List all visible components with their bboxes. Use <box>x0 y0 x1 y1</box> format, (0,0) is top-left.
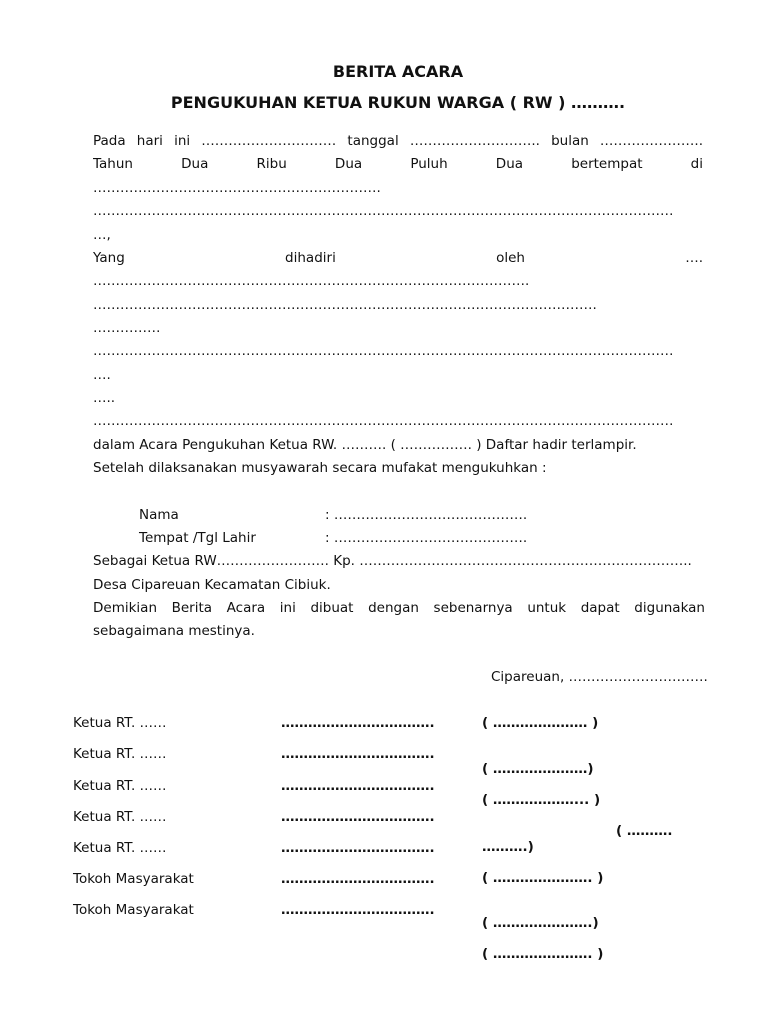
body-line-6: Yang dihadiri oleh …. <box>93 250 703 266</box>
signer-role-2: Ketua RT. …… <box>73 746 167 762</box>
body-line-7: ……………………………………………………………………………………. <box>93 273 530 289</box>
body-line-15: Setelah dilaksanakan musyawarah secara mufakat mengukuhkan : <box>93 460 547 476</box>
signer-name-7: ( …………………. ) <box>482 946 604 962</box>
signer-role-7: Tokoh Masyarakat <box>73 902 194 918</box>
signer-name-5: ( …………………. ) <box>482 870 604 886</box>
signer-role-3: Ketua RT. …… <box>73 778 167 794</box>
after-line-3: Demikian Berita Acara ini dibuat dengan sebenarnya untuk dapat digunakan <box>93 600 705 616</box>
signer-sign-6: ……………………………. <box>281 871 435 887</box>
signer-name-2: ( …………………) <box>482 761 594 777</box>
body-line-2: Tahun Dua Ribu Dua Puluh Dua bertempat di <box>93 156 703 172</box>
signer-sign-2: ……………………………. <box>281 746 435 762</box>
after-line-1: Sebagai Ketua RW……………………. Kp. ……………………………………………………………….. <box>93 553 692 569</box>
signer-sign-1: ……………………………. <box>281 715 435 731</box>
document-subtitle: PENGUKUHAN KETUA RUKUN WARGA ( RW ) ………. <box>170 93 626 112</box>
body-line-14: dalam Acara Pengukuhan Ketua RW. ………. ( ……………. ) Daftar hadir terlampir. <box>93 437 637 453</box>
signer-name-4b: ……….) <box>482 839 534 855</box>
signer-role-4: Ketua RT. …… <box>73 809 167 825</box>
signer-sign-4: ……………………………. <box>281 809 435 825</box>
field-label-nama: Nama <box>139 507 179 523</box>
signer-role-1: Ketua RT. …… <box>73 715 167 731</box>
place-date: Cipareuan, …………………………. <box>491 669 708 685</box>
body-line-10: ………………………………………………………………………………………………………………… <box>93 343 674 359</box>
field-label-ttl: Tempat /Tgl Lahir <box>139 530 256 546</box>
signer-name-1: ( ………………… ) <box>482 715 599 731</box>
signer-role-6: Tokoh Masyarakat <box>73 871 194 887</box>
body-line-9: …………… <box>93 320 161 336</box>
field-value-nama: : ……………………………………. <box>325 507 528 523</box>
body-line-13: ………………………………………………………………………………………………………………… <box>93 413 674 429</box>
signer-sign-5: ……………………………. <box>281 840 435 856</box>
body-line-1: Pada hari ini ………………………… tanggal ……………………….. bulan ………………….. <box>93 133 703 149</box>
document-title: BERITA ACARA <box>332 62 464 81</box>
body-line-12: ….. <box>93 390 116 406</box>
signer-role-5: Ketua RT. …… <box>73 840 167 856</box>
signer-name-4a: ( ………. <box>616 823 673 839</box>
after-line-2: Desa Cipareuan Kecamatan Cibiuk. <box>93 577 331 593</box>
signer-sign-7: ……………………………. <box>281 902 435 918</box>
body-line-11: …. <box>93 367 111 383</box>
signer-name-3: ( ………………... ) <box>482 792 601 808</box>
body-line-5: …, <box>93 227 111 243</box>
signer-sign-3: ……………………………. <box>281 778 435 794</box>
body-line-8: …………………………………………………………………………………………………. <box>93 297 597 313</box>
field-value-ttl: : ……………………………………. <box>325 530 528 546</box>
body-line-4: ………………………………………………………………………………………………………………… <box>93 203 674 219</box>
after-line-4: sebagaimana mestinya. <box>93 623 255 639</box>
body-line-3: ………………………………………………………. <box>93 180 381 196</box>
signer-name-6: ( ………………….) <box>482 915 599 931</box>
